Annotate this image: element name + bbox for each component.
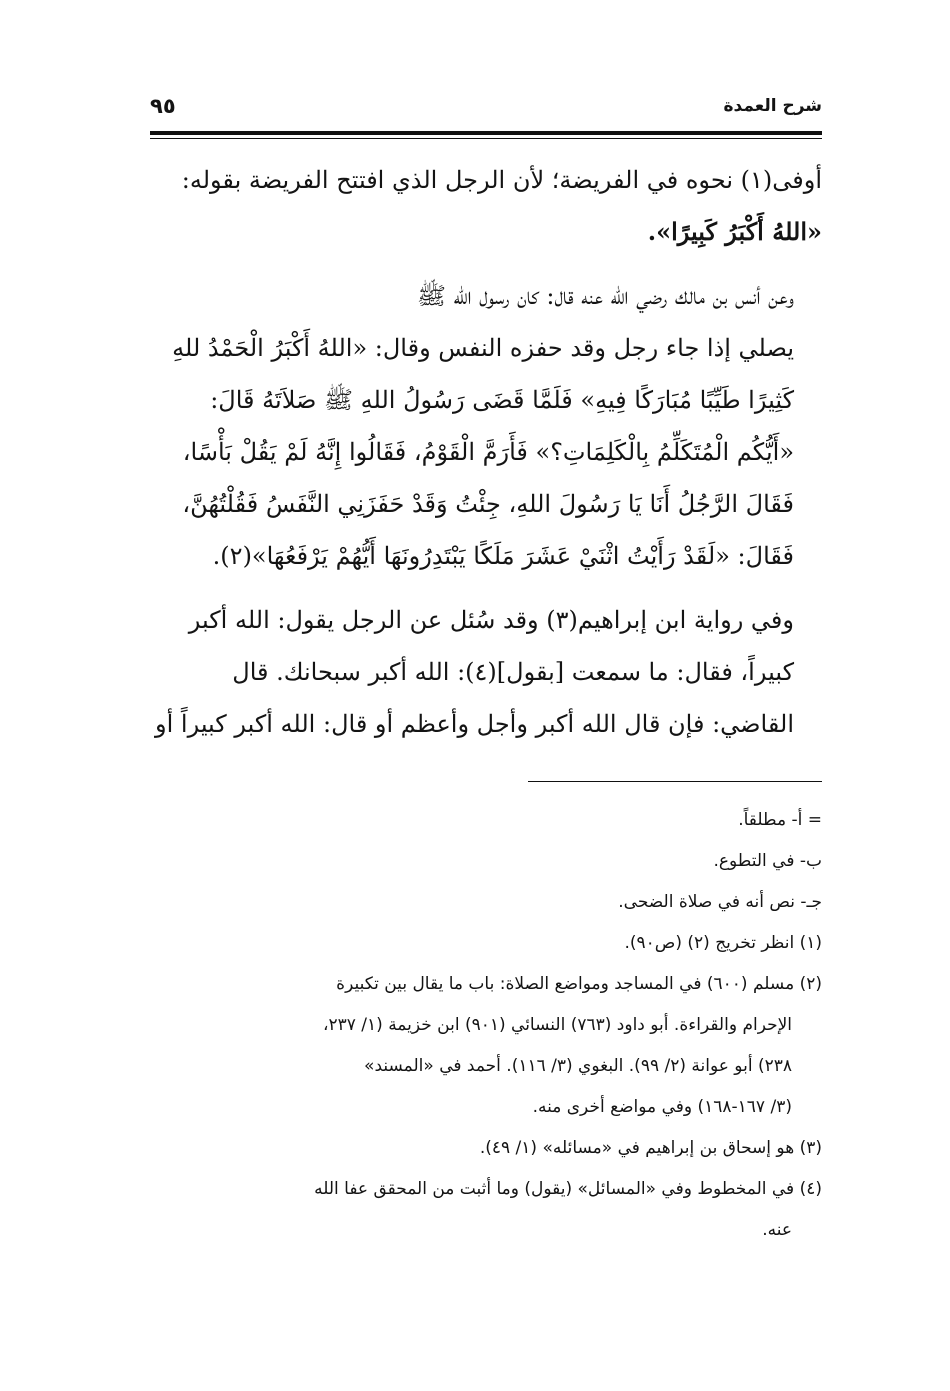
footnotes (150, 800, 822, 1251)
paragraph-1 (150, 154, 822, 258)
text-line: فَقَالَ: «لَقَدْ رَأَيْتُ اثْنَيْ عَشَرَ مَلَكًا يَبْتَدِرُونَهَا أَيُّهُمْ يَرْفَعُهَا»(٢). (212, 542, 794, 570)
book-title: شرح العمدة (723, 96, 822, 116)
text-line: «اللهُ أَكْبَرُ كَبِيرًا». (647, 217, 822, 246)
text-line: يصلي إذا جاء رجل وقد حفزه النفس وقال: «اللهُ أَكْبَرُ الْحَمْدُ للهِ (172, 334, 794, 362)
page-number: ٩٥ (150, 94, 176, 118)
header-rule-thick (150, 131, 822, 135)
running-header (150, 92, 822, 126)
footnote-1: (١) انظر تخريج (٢) (ص٩٠). (624, 933, 822, 953)
header-rule-thin (150, 138, 822, 139)
footnote-4-continued: عنه. (762, 1220, 792, 1240)
text-line: فَقَالَ الرَّجُلُ أَنَا يَا رَسُولَ اللهِ، جِئْتُ وَقَدْ حَفَزَنِي النَّفَسُ فَقُلْتُهُنَّ، (182, 490, 794, 518)
footnote-c: جـ- نص أنه في صلاة الضحى. (618, 892, 822, 912)
footnote-4: (٤) في المخطوط وفي «المسائل» (يقول) وما أثبت من المحقق عفا الله (314, 1179, 822, 1199)
paragraph-2 (150, 270, 822, 582)
footnote-2: (٢) مسلم (٦٠٠) في المساجد ومواضع الصلاة: باب ما يقال بين تكبيرة (336, 974, 822, 994)
text-line: «أَيُّكُم الْمُتَكَلِّمُ بِالْكَلِمَاتِ؟» فَأَرَمَّ الْقَوْمُ، فَقَالُوا إِنَّهُ لَمْ يَقُلْ بَأْسًا، (182, 438, 794, 466)
text-line: كبيراً، فقال: ما سمعت [بقول](٤): الله أكبر سبحانك. قال (232, 658, 794, 686)
main-text (150, 154, 822, 750)
footnote-a: = أ- مطلقاً. (738, 810, 822, 830)
footnote-separator (528, 781, 822, 782)
text-line: القاضي: فإن قال الله أكبر وأجل وأعظم أو قال: الله أكبر كبيراً أو (155, 710, 794, 738)
footnote-b: ب- في التطوع. (713, 851, 822, 871)
text-line: أوفى(١) نحوه في الفريضة؛ لأن الرجل الذي افتتح الفريضة بقوله: (181, 166, 822, 194)
footnote-3: (٣) هو إسحاق بن إبراهيم في «مسائله» (١/ ٤٩). (479, 1138, 822, 1158)
footnote-2-continued: (٣/ ١٦٧-١٦٨) وفي مواضع أخرى منه. (532, 1097, 792, 1117)
footnote-2-continued: ٢٣٨) أبو عوانة (٢/ ٩٩). البغوي (٣/ ١١٦). أحمد في «المسند» (364, 1056, 792, 1076)
text-line: وفي رواية ابن إبراهيم(٣) وقد سُئل عن الرجل يقول: الله أكبر (188, 606, 794, 634)
text-line: وعن أنس بن مالك رضي الله عنه قال: كان رسول الله ﷺ (416, 282, 794, 310)
paragraph-3 (150, 594, 822, 750)
footnote-2-continued: الإحرام والقراءة. أبو داود (٧٦٣) النسائي (٩٠١) ابن خزيمة (١/ ٢٣٧، (322, 1015, 792, 1035)
text-line: كَثِيرًا طَيِّبًا مُبَارَكًا فِيهِ» فَلَمَّا قَضَى رَسُولُ اللهِ ﷺ صَلاَتَهُ قَالَ: (210, 386, 794, 414)
